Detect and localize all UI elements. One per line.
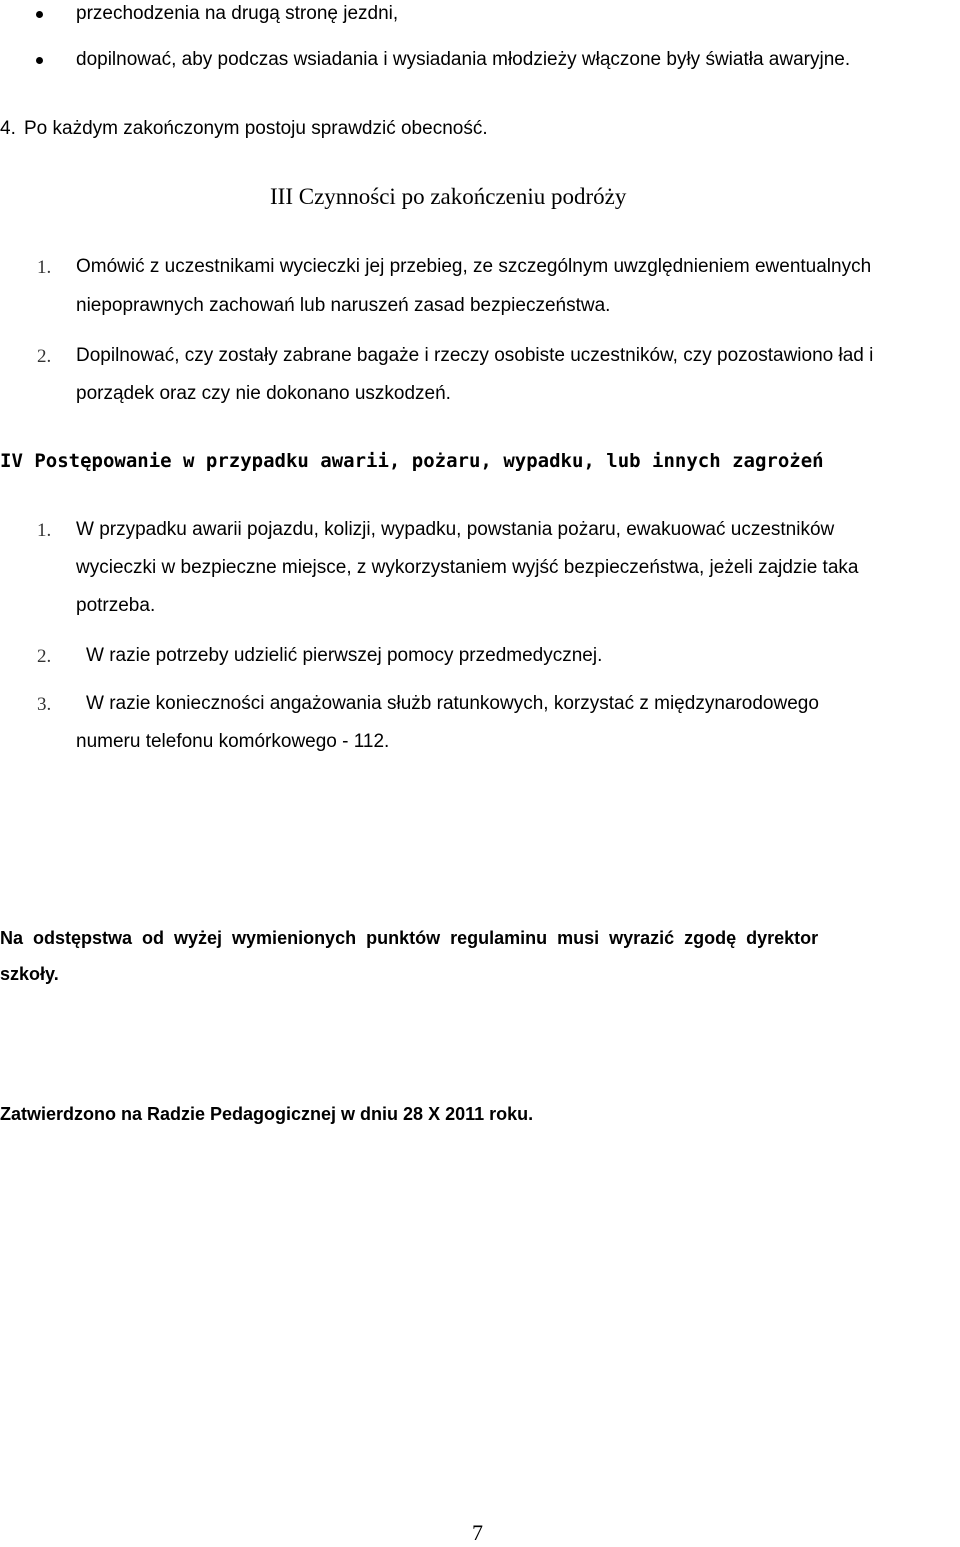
- list-item-text: W razie potrzeby udzielić pierwszej pomocy przedmedycznej.: [86, 645, 603, 666]
- list-item-text: numeru telefonu komórkowego - 112.: [76, 731, 390, 752]
- list-item-number: 2.: [37, 646, 52, 667]
- list-item-text: Omówić z uczestnikami wycieczki jej przebieg, ze szczególnym uwzględnieniem ewentualnych: [76, 256, 872, 277]
- list-item-number: 4.: [0, 118, 16, 139]
- page-number: 7: [472, 1520, 483, 1545]
- notice-text: Na odstępstwa od wyżej wymienionych punktów regulaminu musi wyrazić zgodę dyrektor: [0, 928, 819, 948]
- section-heading: III Czynności po zakończeniu podróży: [270, 184, 627, 209]
- list-item-text: Dopilnować, czy zostały zabrane bagaże i rzeczy osobiste uczestników, czy pozostawiono ład i: [76, 345, 874, 366]
- list-item-text: potrzeba.: [76, 595, 156, 616]
- list-item-text: porządek oraz czy nie dokonano uszkodzeń.: [76, 383, 451, 404]
- list-item-number: 1.: [37, 520, 52, 541]
- list-item-text: Po każdym zakończonym postoju sprawdzić obecność.: [24, 118, 488, 139]
- list-item-text: niepoprawnych zachowań lub naruszeń zasad bezpieczeństwa.: [76, 295, 611, 316]
- approval-text: Zatwierdzono na Radzie Pedagogicznej w dniu 28 X 2011 roku.: [0, 1104, 534, 1124]
- list-item-text: W przypadku awarii pojazdu, kolizji, wypadku, powstania pożaru, ewakuować uczestników: [76, 519, 835, 540]
- list-item-number: 1.: [37, 257, 52, 278]
- bullet-icon: [36, 11, 43, 18]
- section-heading: IV Postępowanie w przypadku awarii, pożaru, wypadku, lub innych zagrożeń: [0, 450, 824, 472]
- list-item-text: W razie konieczności angażowania służb ratunkowych, korzystać z międzynarodowego: [86, 693, 819, 714]
- bullet-item: dopilnować, aby podczas wsiadania i wysiadania młodzieży włączone były światła awaryjne.: [76, 49, 851, 70]
- notice-text: szkoły.: [0, 964, 59, 984]
- list-item-number: 2.: [37, 346, 52, 367]
- bullet-item: przechodzenia na drugą stronę jezdni,: [76, 3, 399, 24]
- list-item-number: 3.: [37, 694, 52, 715]
- list-item-text: wycieczki w bezpieczne miejsce, z wykorzystaniem wyjść bezpieczeństwa, jeżeli zajdzie taka: [76, 557, 859, 578]
- bullet-icon: [36, 57, 43, 64]
